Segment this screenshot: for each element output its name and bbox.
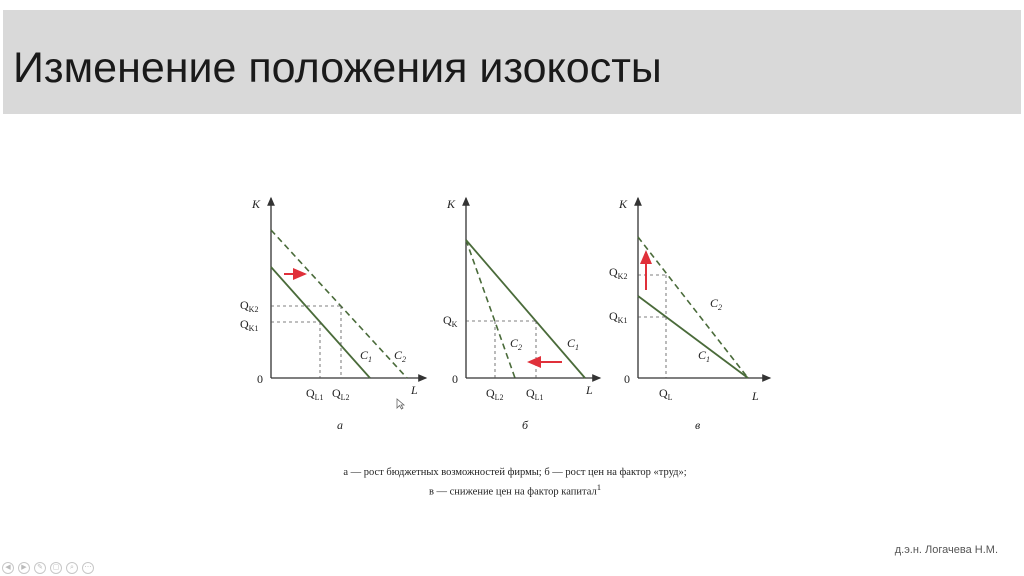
label-ql2: $Q_{L2}$ [332, 386, 350, 402]
slide-title: Изменение положения изокосты [13, 44, 662, 92]
label-c1: $C_1$ [567, 336, 580, 352]
presentation-toolbar [2, 562, 94, 574]
axis-label-k: K [619, 197, 628, 211]
zoom-icon[interactable]: ⌕ [66, 562, 78, 574]
label-qk: $Q_K$ [443, 313, 458, 329]
axis-label-l: L [586, 383, 593, 397]
panel-label: б [522, 418, 529, 432]
more-icon[interactable]: ⋯ [82, 562, 94, 574]
next-slide-icon[interactable]: ▶ [18, 562, 30, 574]
label-c2: $C_2$ [710, 296, 723, 312]
axis-label-k: K [447, 197, 456, 211]
axis-label-l: L [411, 383, 418, 397]
axis-label-l: L [752, 389, 759, 403]
mouse-cursor-icon [396, 398, 406, 410]
isocost-c2 [466, 240, 515, 378]
origin-label: 0 [624, 372, 630, 386]
label-qk2: $Q_{K2}$ [609, 265, 628, 281]
author-credit: д.э.н. Логачева Н.М. [894, 544, 998, 556]
caption-line-2: в — снижение цен на фактор капитал$^1$ [428, 482, 602, 498]
label-qk2: $Q_{K2}$ [240, 298, 259, 314]
pen-icon[interactable]: ✎ [34, 562, 46, 574]
isocost-c2 [271, 230, 407, 378]
label-ql: $Q_L$ [659, 386, 673, 402]
origin-label: 0 [257, 372, 263, 386]
isocost-c1 [466, 240, 585, 378]
slides-icon[interactable]: ▢ [50, 562, 62, 574]
label-c2: $C_2$ [394, 348, 407, 364]
prev-slide-icon[interactable]: ◀ [2, 562, 14, 574]
panel-a [240, 197, 426, 432]
label-ql2: $Q_{L2}$ [486, 386, 504, 402]
label-qk1: $Q_{K1}$ [240, 317, 259, 333]
caption-footnote: 1 [596, 482, 602, 492]
panel-label: а [337, 418, 343, 432]
label-ql1: $Q_{L1}$ [306, 386, 324, 402]
panel-c [609, 197, 770, 432]
origin-label: 0 [452, 372, 458, 386]
caption-line-1: а — рост бюджетных возможностей фирмы; б — рост цен на фактор «труд»; [343, 467, 687, 478]
label-qk1: $Q_{K1}$ [609, 309, 628, 325]
panel-b [443, 197, 600, 432]
axis-label-k: K [252, 197, 261, 211]
label-ql1: $Q_{L1}$ [526, 386, 544, 402]
label-c2: $C_2$ [510, 336, 523, 352]
figure-caption [270, 466, 760, 500]
label-c1: $C_1$ [698, 348, 711, 364]
panel-label: в [695, 418, 701, 432]
label-c1: $C_1$ [360, 348, 373, 364]
